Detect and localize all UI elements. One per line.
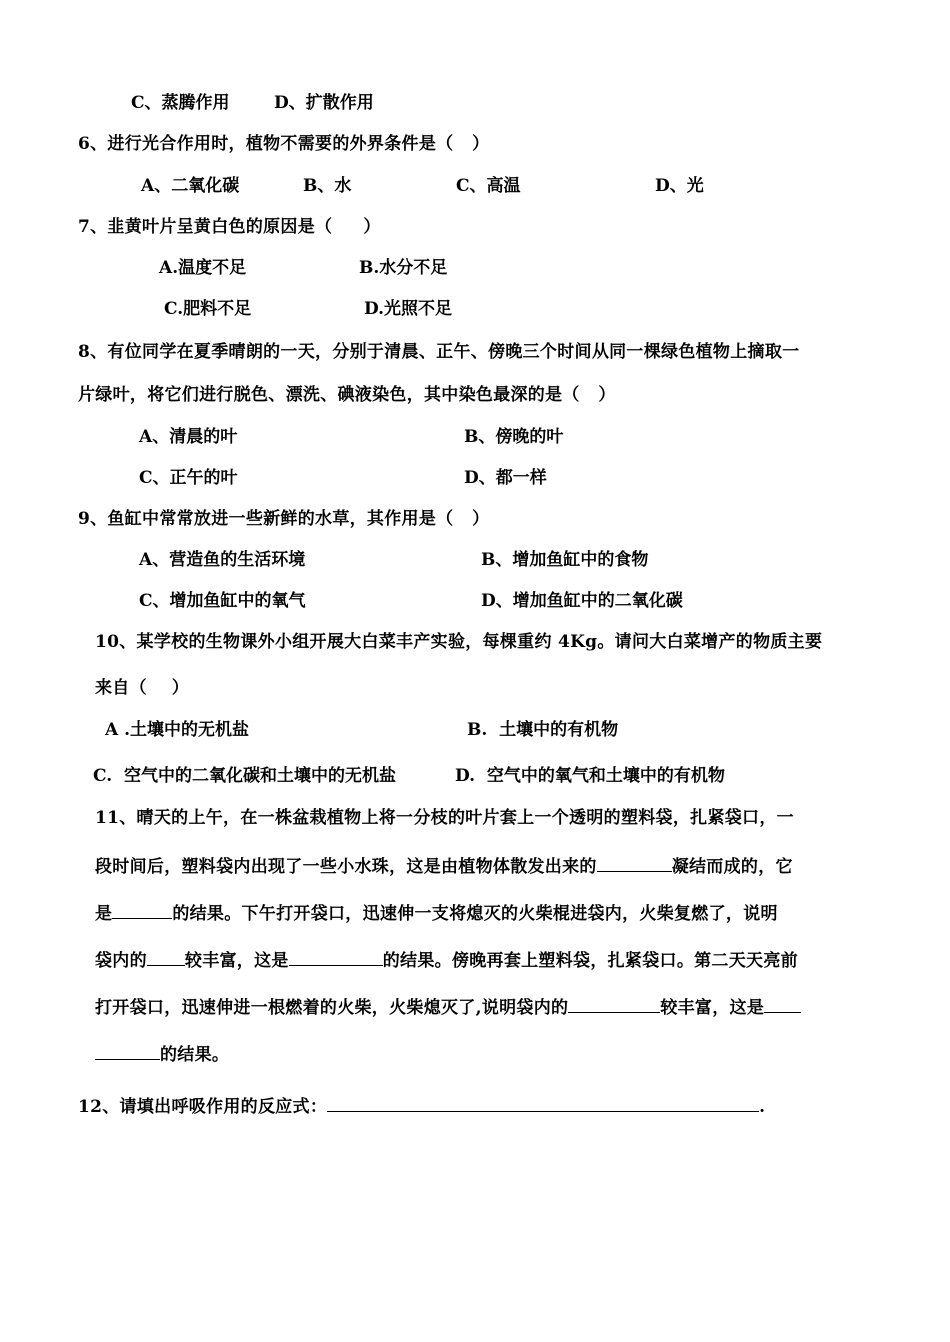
q7-option-c: C.肥料不足: [164, 299, 252, 319]
q7-option-a: A.温度不足: [159, 258, 247, 278]
answer-blank-6-continued[interactable]: [95, 1041, 160, 1060]
q10-stem-line1: 10、某学校的生物课外小组开展大白菜丰产实验，每棵重约 4Kg。请问大白菜增产的物质主要: [95, 632, 823, 652]
q10-stem-line2: 来自（ ）: [95, 678, 190, 698]
q9-option-a: A、营造鱼的生活环境: [139, 550, 306, 570]
q12-stem: 12、请填出呼吸作用的反应式：: [78, 1097, 328, 1117]
q5-option-c: C、蒸腾作用: [131, 93, 230, 113]
q10-option-b: B. 土壤中的有机物: [467, 720, 619, 740]
q11-line1: 11、晴天的上午，在一株盆栽植物上将一分枝的叶片套上一个透明的塑料袋，扎紧袋口，一: [95, 808, 794, 828]
q7-option-d: D.光照不足: [364, 299, 453, 319]
q9-stem: 9、鱼缸中常常放进一些新鲜的水草，其作用是（ ）: [78, 509, 490, 529]
q11-line3-text-a: 是: [95, 904, 113, 924]
q5-option-d: D、扩散作用: [274, 93, 374, 113]
q11-line2-text-a: 段时间后，塑料袋内出现了一些小水珠，这是由植物体散发出来的: [95, 857, 597, 877]
q9-option-b: B、增加鱼缸中的食物: [481, 550, 649, 570]
answer-blank-5[interactable]: [568, 994, 660, 1013]
q11-line6: [95, 1041, 229, 1067]
q11-line5-text-a: 打开袋口，迅速伸进一根燃着的火柴，火柴熄灭了,说明袋内的: [95, 998, 569, 1018]
q6-option-b: B、水: [303, 176, 352, 196]
answer-blank-6[interactable]: [764, 994, 801, 1013]
q7-stem: 7、韭黄叶片呈黄白色的原因是（ ）: [78, 217, 381, 237]
q6-option-a: A、二氧化碳: [141, 176, 240, 196]
answer-blank-1[interactable]: [597, 853, 672, 872]
q8-option-c: C、正午的叶: [139, 468, 238, 488]
q9-option-c: C、增加鱼缸中的氧气: [139, 591, 306, 611]
q11-line3-text-b: 的结果。下午打开袋口，迅速伸一支将熄灭的火柴棍进袋内，火柴复燃了，说明: [172, 904, 778, 924]
q11-line5-text-b: 较丰富，这是: [660, 998, 765, 1018]
q11-line5: [95, 994, 801, 1020]
q8-option-a: A、清晨的叶: [139, 427, 238, 447]
q12-end: .: [759, 1097, 766, 1117]
q10-option-c: C. 空气中的二氧化碳和土壤中的无机盐: [93, 766, 396, 786]
q11-line6-text-a: 的结果。: [160, 1045, 230, 1065]
q7-option-b: B.水分不足: [359, 258, 448, 278]
q10-option-d: D. 空气中的氧气和土壤中的有机物: [455, 766, 725, 786]
answer-blank-3[interactable]: [147, 947, 185, 966]
q8-stem-line1: 8、有位同学在夏季晴朗的一天，分别于清晨、正午、傍晚三个时间从同一棵绿色植物上摘取一: [78, 342, 800, 362]
q11-line2-text-b: 凝结而成的，它: [671, 857, 793, 877]
q11-line4: [95, 947, 798, 973]
q6-option-c: C、高温: [456, 176, 521, 196]
answer-blank-4[interactable]: [289, 947, 383, 966]
q10-option-a: A .土壤中的无机盐: [105, 720, 250, 740]
answer-blank-2[interactable]: [112, 900, 172, 919]
q9-option-d: D、增加鱼缸中的二氧化碳: [481, 591, 683, 611]
q8-option-d: D、都一样: [464, 468, 547, 488]
q11-line2: [95, 853, 793, 879]
q6-option-d: D、光: [655, 176, 704, 196]
q11-line4-text-c: 的结果。傍晚再套上塑料袋，扎紧袋口。第二天天亮前: [382, 951, 798, 971]
q12-line: [78, 1093, 765, 1119]
q11-line4-text-a: 袋内的: [95, 951, 147, 971]
q11-line3: [95, 900, 778, 926]
q11-line4-text-b: 较丰富，这是: [184, 951, 289, 971]
q8-option-b: B、傍晚的叶: [464, 427, 564, 447]
q6-stem: 6、进行光合作用时，植物不需要的外界条件是（ ）: [78, 134, 490, 154]
q8-stem-line2: 片绿叶，将它们进行脱色、漂洗、碘液染色，其中染色最深的是（ ）: [78, 385, 616, 405]
answer-blank-equation[interactable]: [327, 1093, 759, 1112]
